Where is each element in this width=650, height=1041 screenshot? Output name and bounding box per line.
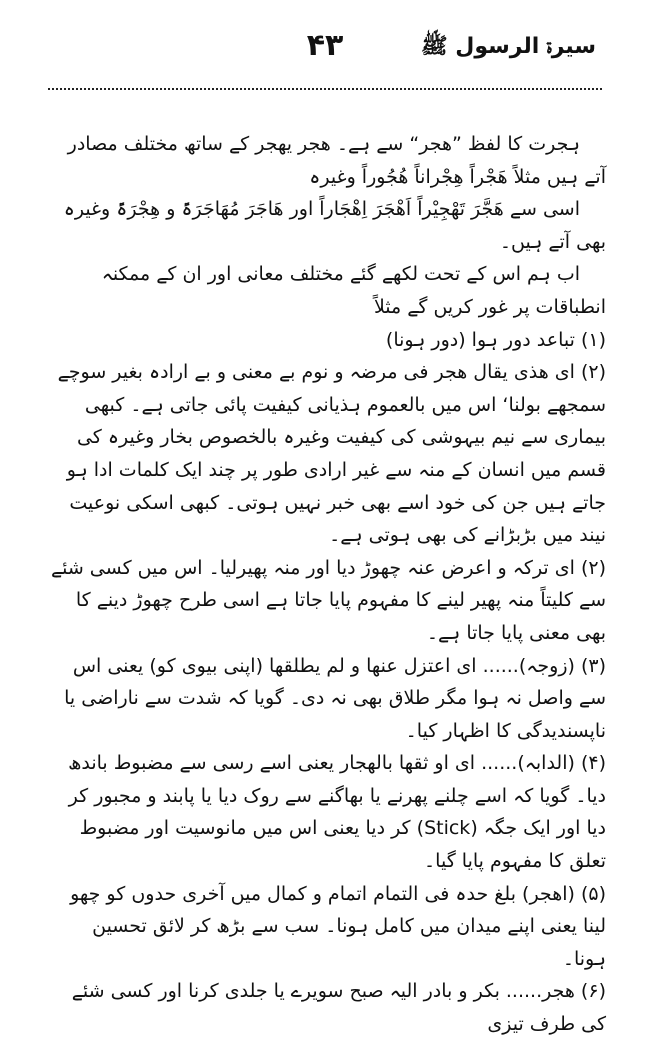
paragraph-meaning-3: (۳) (زوجہ)...... ای اعتزل عنھا و لم یطلقھا (اپنی بیوی کو) یعنی اس سے واصل نہ ہوا مگر طلاق بھی نہ دی۔ گویا کہ شدت سے ناراضی یا ناپسندیدگی کا اظہار کیا۔ bbox=[64, 654, 606, 742]
paragraph-meaning-2a: (۲) ای ھذی یقال ھجر فی مرضہ و نوم بے معنی و بے ارادہ بغیر سوچے سمجھے بولنا‘ اس میں بالعموم ہذیانی کیفیت پائی جاتی ہے۔ کبھی بیماری سے نیم بیہوشی کی کیفیت وغیرہ بالخصوص بخار وغیرہ کی قسم میں انسان کے منہ سے غیر ارادی طور پر چند ایک کلمات ادا ہو جاتے ہیں جن کی خود اسے بھی خبر نہیں ہوتی۔ کبھی اسکی نوعیت نیند میں بڑبڑانے کی بھی ہوتی ہے۔ bbox=[57, 361, 606, 547]
running-title: سیرۃ الرسول ﷺ bbox=[421, 34, 596, 59]
paragraph-meanings-intro: اب ہم اس کے تحت لکھے گئے مختلف معانی اور ان کے ممکنہ انطباقات پر غور کریں گے مثلاً bbox=[101, 263, 606, 318]
paragraph-hijrat-root: ہجرت کا لفظ ”ھجر“ سے ہے۔ ھجر یھجر کے ساتھ مختلف مصادر آتے ہیں مثلاً ھَجْراً ھِجْراناً ھُجُوراً وغیرہ bbox=[67, 133, 606, 188]
paragraph-derived-forms: اسی سے ھَجَّرَ تَھْجِیْراً اَھْجَرَ اِھْجَاراً اور ھَاجَرَ مُھَاجَرَۃً و ھِجْرَۃً وغیرہ بھی آتے ہیں۔ bbox=[63, 198, 606, 253]
paragraph-meaning-6: (۶) ھجر...... بکر و بادر الیہ صبح سویرے یا جلدی کرنا اور کسی شئے کی طرف تیزی bbox=[71, 980, 606, 1036]
page-body bbox=[50, 128, 606, 1041]
paragraph-meaning-4: (۴) (الدابہ)...... ای او ثقھا بالھجار یعنی اسے رسی سے مضبوط باندھ دیا۔ گویا کہ اسے چلنے پھرنے یا بھاگنے سے روک دیا یا پابند و مجبور کر دیا اور ایک جگہ (Stick) کر دیا یعنی اس میں مانوسیت اور مضبوط تعلق کا مفہوم پایا گیا۔ bbox=[68, 752, 606, 873]
page-number: ۴۳ bbox=[306, 28, 344, 63]
paragraph-meaning-5: (۵) (اھجر) بلغ حدہ فی التمام اتمام و کمال میں آخری حدوں کو چھو لینا یعنی اپنے میدان میں کامل ہونا۔ سب سے بڑھ کر لائق تحسین ہونا۔ bbox=[70, 882, 606, 970]
header-divider bbox=[48, 88, 602, 90]
paragraph-meaning-2b: (۲) ای ترکہ و اعرض عنہ چھوڑ دیا اور منہ پھیرلیا۔ اس میں کسی شئے سے کلیتاً منہ پھیر لینے کا مفہوم پایا جاتا ہے اسی طرح چھوڑ دینے کا بھی معنی پایا جاتا ہے۔ bbox=[50, 556, 606, 644]
paragraph-meaning-1: (۱) تباعد دور ہوا (دور ہونا) bbox=[385, 328, 606, 351]
page-header bbox=[40, 22, 610, 72]
